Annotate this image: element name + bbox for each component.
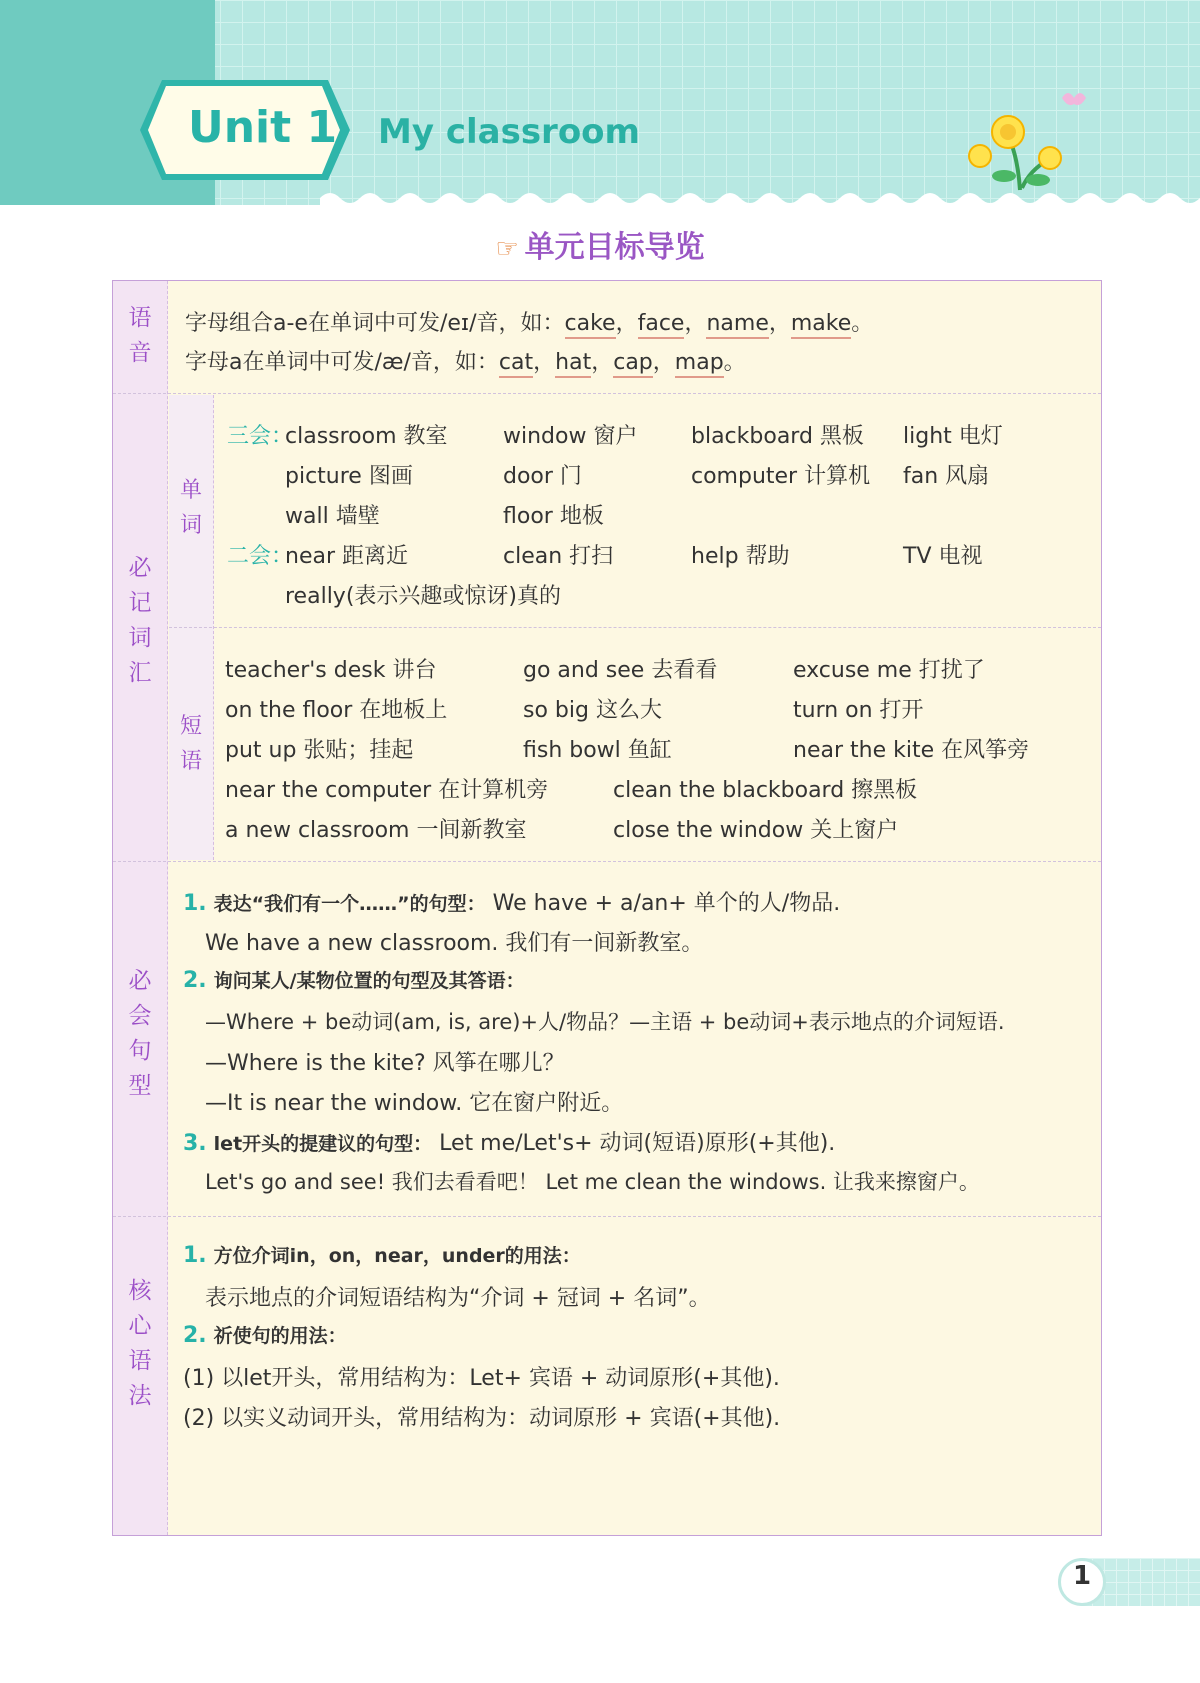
- label-char: 心: [128, 1313, 152, 1339]
- label-char: 词: [128, 625, 152, 651]
- phonics-label: [113, 301, 167, 371]
- punct: 。: [851, 311, 874, 336]
- example-word: cat: [499, 350, 533, 378]
- unit-label: Unit 1: [188, 102, 338, 153]
- example-sentence: —It is near the window. 它在窗户附近。: [205, 1091, 624, 1116]
- phrase-item: near the kite 在风筝旁: [793, 738, 1030, 763]
- divider: [113, 393, 1101, 394]
- label-char: 词: [179, 513, 202, 538]
- sentence-item-2: [183, 966, 525, 993]
- label-char: 单: [179, 478, 202, 503]
- phonics-line-1: 字母组合a-e在单词中可发/eɪ/音，如：cake，face，name，make。: [185, 306, 873, 337]
- label-char: 短: [179, 714, 202, 739]
- label-char: 必: [128, 968, 152, 994]
- phrase-item: clean the blackboard 擦黑板: [613, 778, 918, 803]
- sentences-label: [113, 964, 167, 1104]
- grammar-line: 表示地点的介词短语结构为“介词 + 冠词 + 名词”。: [205, 1286, 711, 1311]
- label-char: 汇: [128, 660, 152, 686]
- header-banner: [0, 0, 1200, 205]
- item-heading: 祈使句的用法：: [213, 1325, 347, 1347]
- phrase-item: teacher's desk 讲台: [225, 658, 437, 683]
- example-word: map: [675, 350, 724, 378]
- phrase-item: near the computer 在计算机旁: [225, 778, 549, 803]
- example-word: name: [706, 311, 768, 339]
- word-item: floor 地板: [503, 504, 604, 529]
- flower-icon: [960, 80, 1100, 200]
- word-item: TV 电视: [903, 544, 983, 569]
- label-char: 语: [179, 749, 202, 774]
- divider: [113, 1216, 1101, 1217]
- example-word: face: [638, 311, 685, 339]
- level3-tag: 三会：: [227, 424, 294, 449]
- word-item: door 门: [503, 464, 582, 489]
- phrase-item: go and see 去看看: [523, 658, 718, 683]
- phrase-item: excuse me 打扰了: [793, 658, 985, 683]
- phrase-item: so big 这么大: [523, 698, 662, 723]
- phrase-item: a new classroom 一间新教室: [225, 818, 527, 843]
- level2-tag: 二会：: [227, 544, 294, 569]
- words-label: [169, 473, 213, 543]
- word-item: window 窗户: [503, 424, 638, 449]
- word-item: blackboard 黑板: [691, 424, 864, 449]
- item-number: 2.: [183, 1323, 207, 1348]
- overview-table: [112, 280, 1102, 1536]
- example-word: make: [791, 311, 851, 339]
- label-char: 语: [128, 305, 152, 331]
- sentence-item-1: [183, 886, 840, 917]
- word-item: help 帮助: [691, 544, 790, 569]
- word-item: computer 计算机: [691, 464, 871, 489]
- label-char: 法: [128, 1383, 152, 1409]
- example-word: hat: [555, 350, 591, 378]
- punct: 。: [723, 350, 746, 375]
- page-number: 1: [1058, 1558, 1106, 1606]
- example-word: cap: [613, 350, 653, 378]
- divider: [113, 861, 1101, 862]
- grammar-item-2: [183, 1321, 347, 1348]
- example-sentence: We have a new classroom. 我们有一间新教室。: [205, 931, 704, 956]
- item-number: 2.: [183, 968, 207, 993]
- grammar-label: [113, 1274, 167, 1414]
- item-pattern: Let me/Let's+ 动词(短语)原形(+其他).: [439, 1131, 836, 1156]
- phonics-line-2: 字母a在单词中可发/æ/音，如：cat，hat，cap，map。: [185, 345, 746, 376]
- phrase-item: close the window 关上窗户: [613, 818, 899, 843]
- label-char: 句: [128, 1038, 152, 1064]
- section-title: [0, 222, 1200, 266]
- word-item: wall 墙壁: [285, 504, 380, 529]
- sentence-item-3: [183, 1126, 835, 1157]
- item-heading: 方位介词in，on，near，under的用法：: [213, 1245, 581, 1267]
- phonics-rule: 字母组合a-e在单词中可发/eɪ/音，如：: [185, 311, 565, 336]
- example-word: cake: [565, 311, 616, 339]
- vocab-label: [113, 551, 167, 691]
- example-sentence: —Where + be动词(am, is, are)+人/物品？—主语 + be动词+表示地点的介词短语.: [205, 1010, 1005, 1034]
- item-number: 1.: [183, 1243, 207, 1268]
- grammar-item-1: [183, 1241, 581, 1268]
- label-char: 型: [128, 1073, 152, 1099]
- phrase-item: turn on 打开: [793, 698, 924, 723]
- section-title-text: 单元目标导览: [524, 230, 705, 265]
- label-char: 核: [128, 1278, 152, 1304]
- word-item: light 电灯: [903, 424, 1003, 449]
- grammar-line: (2) 以实义动词开头，常用结构为：动词原形 + 宾语(+其他).: [183, 1406, 781, 1431]
- phonics-rule: 字母a在单词中可发/æ/音，如：: [185, 350, 499, 375]
- item-heading: 询问某人/某物位置的句型及其答语：: [213, 970, 525, 992]
- item-heading: 表达“我们有一个……”的句型：: [213, 893, 486, 915]
- unit-title: My classroom: [378, 112, 640, 152]
- phrase-item: fish bowl 鱼缸: [523, 738, 672, 763]
- item-pattern: We have + a/an+ 单个的人/物品.: [492, 891, 841, 916]
- phrases-label: [169, 709, 213, 779]
- word-item: near 距离近: [285, 544, 408, 569]
- label-char: 必: [128, 555, 152, 581]
- example-sentence: —Where is the kite? 风筝在哪儿？: [205, 1051, 565, 1076]
- grammar-line: (1) 以let开头，常用结构为：Let+ 宾语 + 动词原形(+其他).: [183, 1366, 780, 1391]
- word-item: fan 风扇: [903, 464, 990, 489]
- label-char: 记: [128, 590, 152, 616]
- item-number: 1.: [183, 891, 207, 916]
- word-item: really(表示兴趣或惊讶)真的: [285, 584, 561, 609]
- label-char: 会: [128, 1003, 152, 1029]
- phrase-item: put up 张贴；挂起: [225, 738, 414, 763]
- word-item: picture 图画: [285, 464, 413, 489]
- label-char: 语: [128, 1348, 152, 1374]
- item-number: 3.: [183, 1131, 207, 1156]
- phrase-item: on the floor 在地板上: [225, 698, 448, 723]
- item-heading: let开头的提建议的句型：: [213, 1133, 433, 1155]
- divider: [169, 627, 1101, 628]
- pointing-hand-icon: ☞: [495, 234, 519, 264]
- example-sentence: Let's go and see! 我们去看看吧！ Let me clean the windows. 让我来擦窗户。: [205, 1170, 980, 1194]
- word-item: clean 打扫: [503, 544, 614, 569]
- word-item: classroom 教室: [285, 424, 448, 449]
- label-char: 音: [128, 340, 152, 366]
